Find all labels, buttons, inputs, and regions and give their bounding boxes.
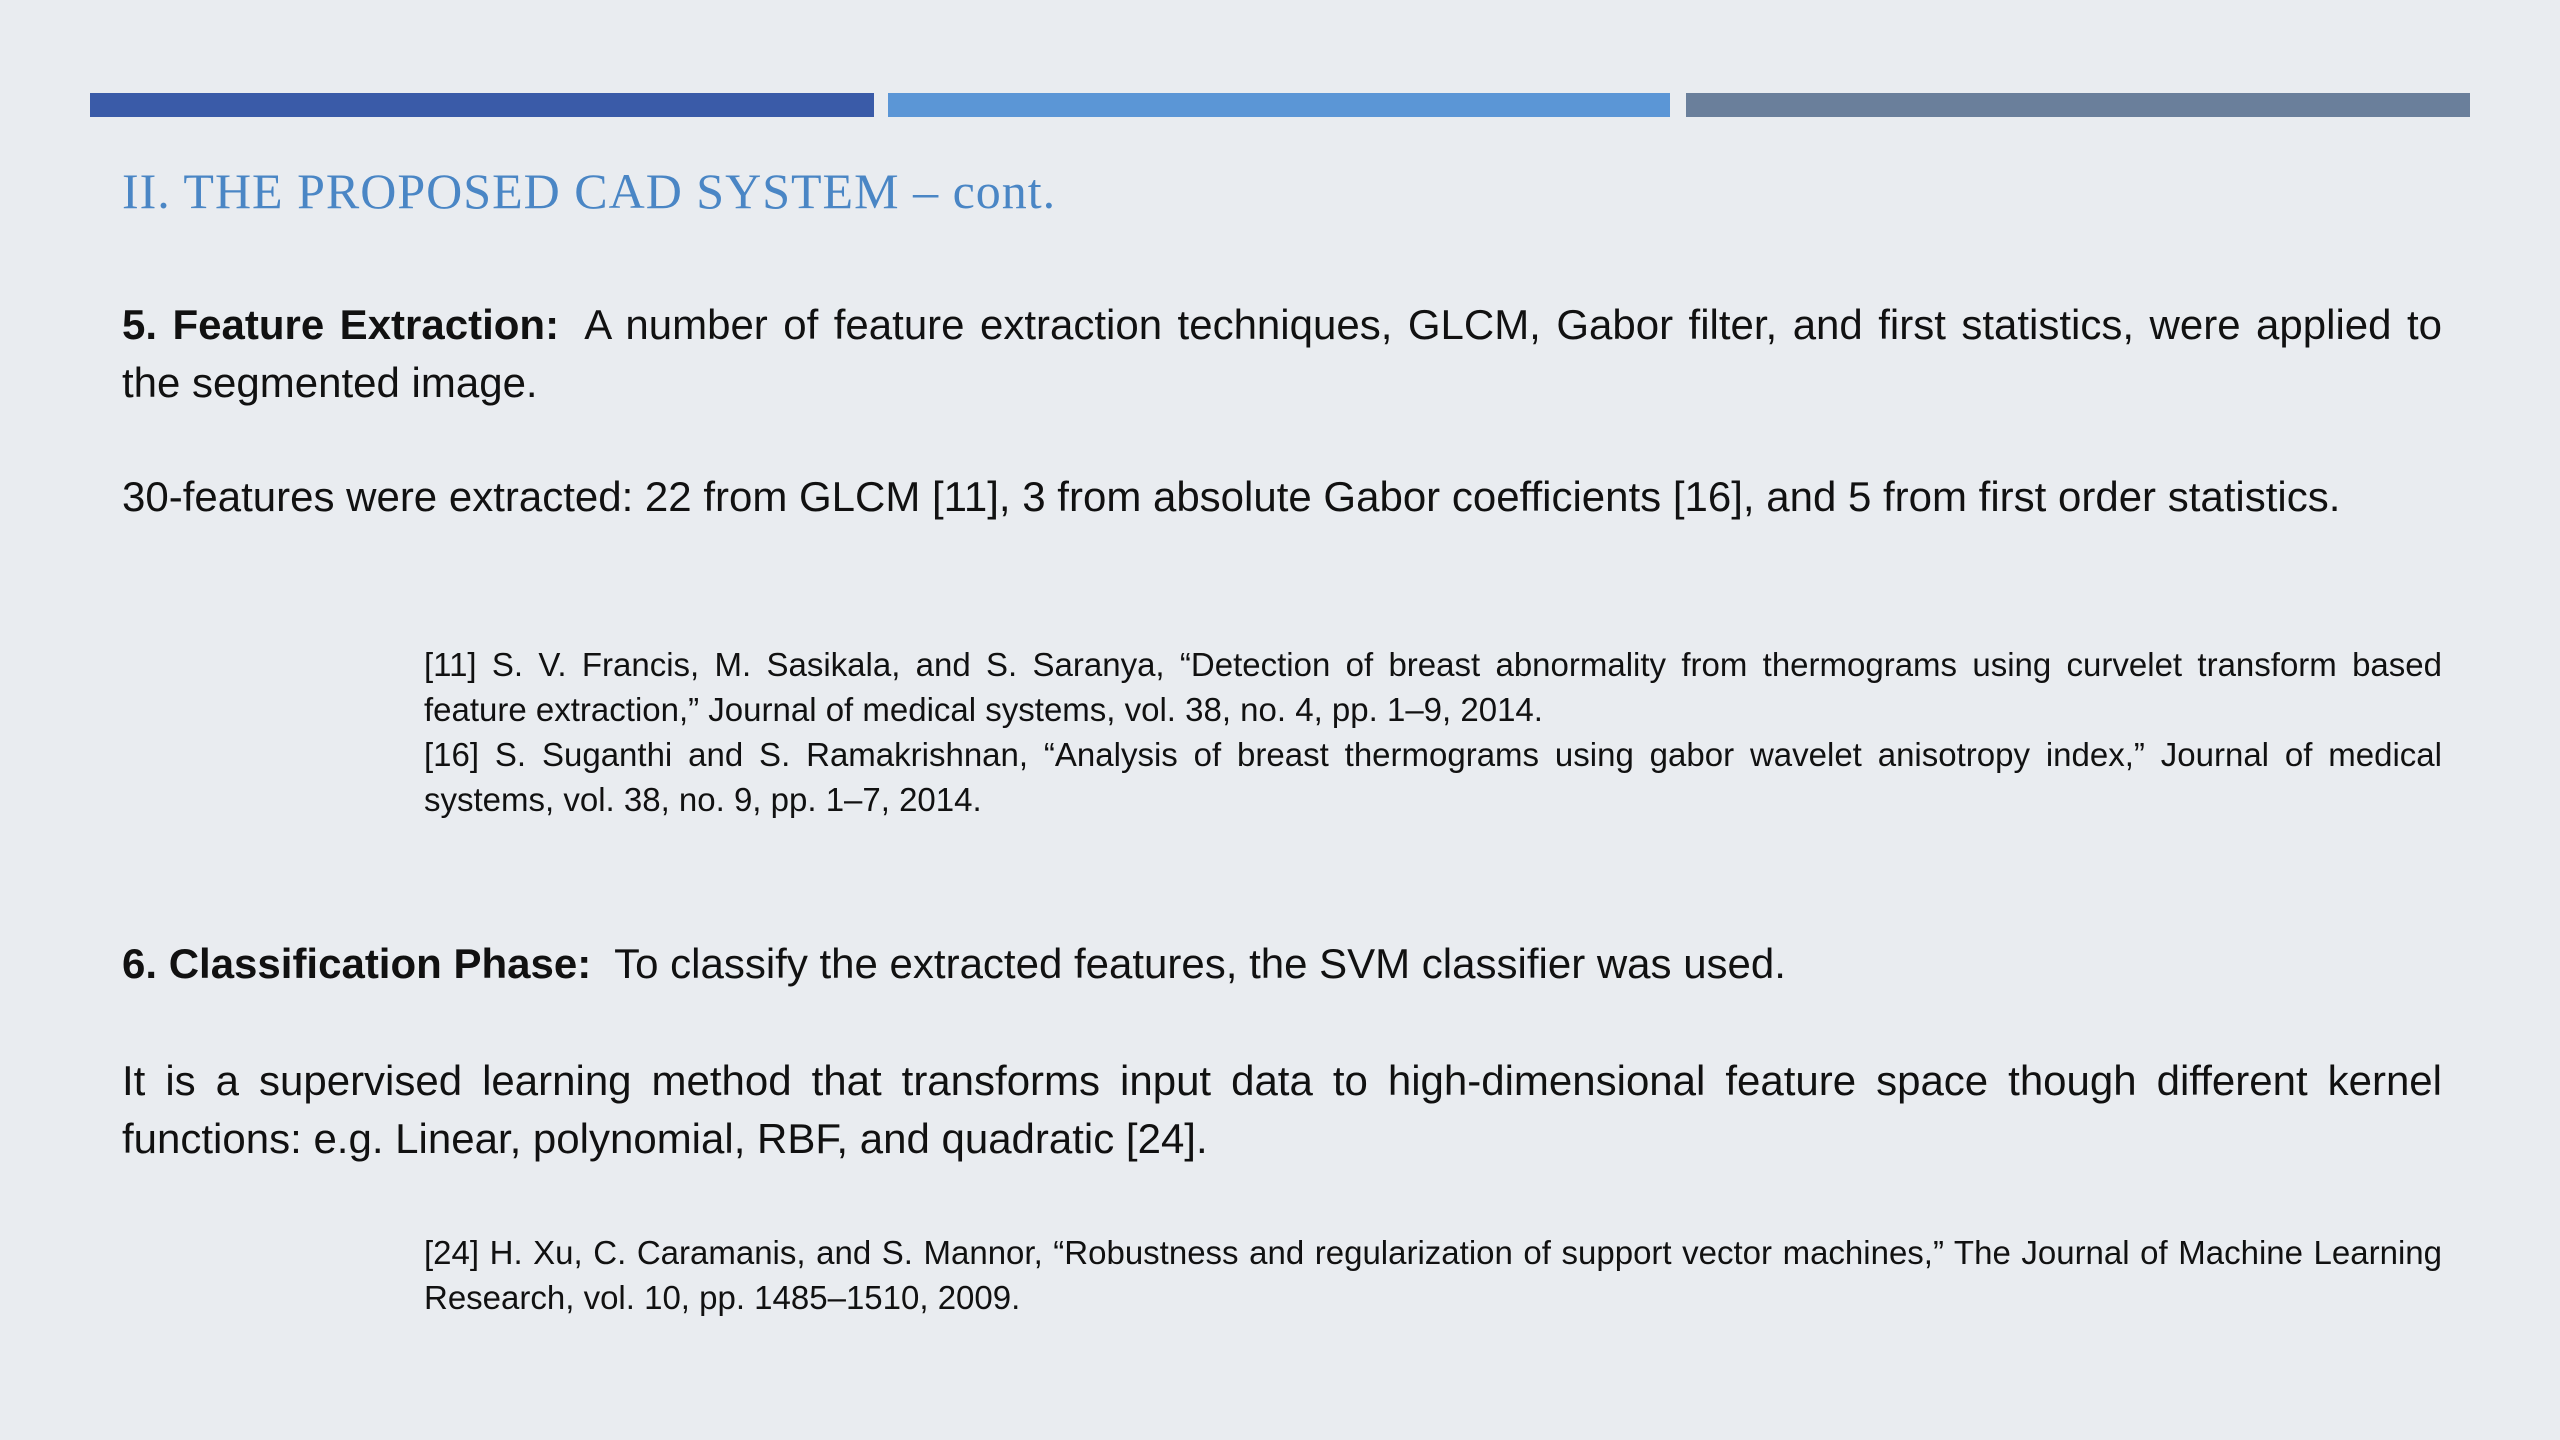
svm-description-text: It is a supervised learning method that transforms input data to high-dimensional feature space though different kernel functions: e.g. Linear, polynomial, RBF, and quadratic [24]. bbox=[122, 1057, 2442, 1162]
features-count-paragraph bbox=[122, 468, 2442, 526]
reference-16: [16] S. Suganthi and S. Ramakrishnan, “Analysis of breast thermograms using gabor wavelet anisotropy index,” Journal of medical systems, vol. 38, no. 9, pp. 1–7, 2014. bbox=[424, 736, 2442, 818]
references-block-2 bbox=[424, 1230, 2442, 1320]
header-bar-dark-blue bbox=[90, 93, 874, 117]
feature-extraction-paragraph bbox=[122, 296, 2442, 412]
header-bar-light-blue bbox=[888, 93, 1670, 117]
references-block-1 bbox=[424, 642, 2442, 822]
reference-24: [24] H. Xu, C. Caramanis, and S. Mannor, “Robustness and regularization of support vector machines,” The Journal of Machine Learning Research, vol. 10, pp. 1485–1510, 2009. bbox=[424, 1234, 2442, 1316]
classification-paragraph bbox=[122, 935, 2442, 993]
header-bar-slate bbox=[1686, 93, 2470, 117]
feature-extraction-heading: 5. Feature Extraction: bbox=[122, 301, 560, 348]
svm-description-paragraph bbox=[122, 1052, 2442, 1168]
features-count-text: 30-features were extracted: 22 from GLCM [11], 3 from absolute Gabor coefficients [16], and 5 from first order statistics. bbox=[122, 473, 2341, 520]
slide-title bbox=[122, 162, 1056, 220]
slide-title-main: II. THE PROPOSED CAD SYSTEM bbox=[122, 163, 900, 219]
classification-heading: 6. Classification Phase: bbox=[122, 940, 592, 987]
classification-text: To classify the extracted features, the SVM classifier was used. bbox=[614, 940, 1786, 987]
slide-title-suffix: – cont. bbox=[913, 163, 1057, 219]
reference-11: [11] S. V. Francis, M. Sasikala, and S. Saranya, “Detection of breast abnormality from thermograms using curvelet transform based feature extraction,” Journal of medical systems, vol. 38, no. 4, pp. 1–9, 2014. bbox=[424, 646, 2442, 728]
feature-extraction-text: A number of feature extraction techniques, GLCM, Gabor filter, and first statistics, were applied to the segmented image. bbox=[122, 301, 2442, 406]
